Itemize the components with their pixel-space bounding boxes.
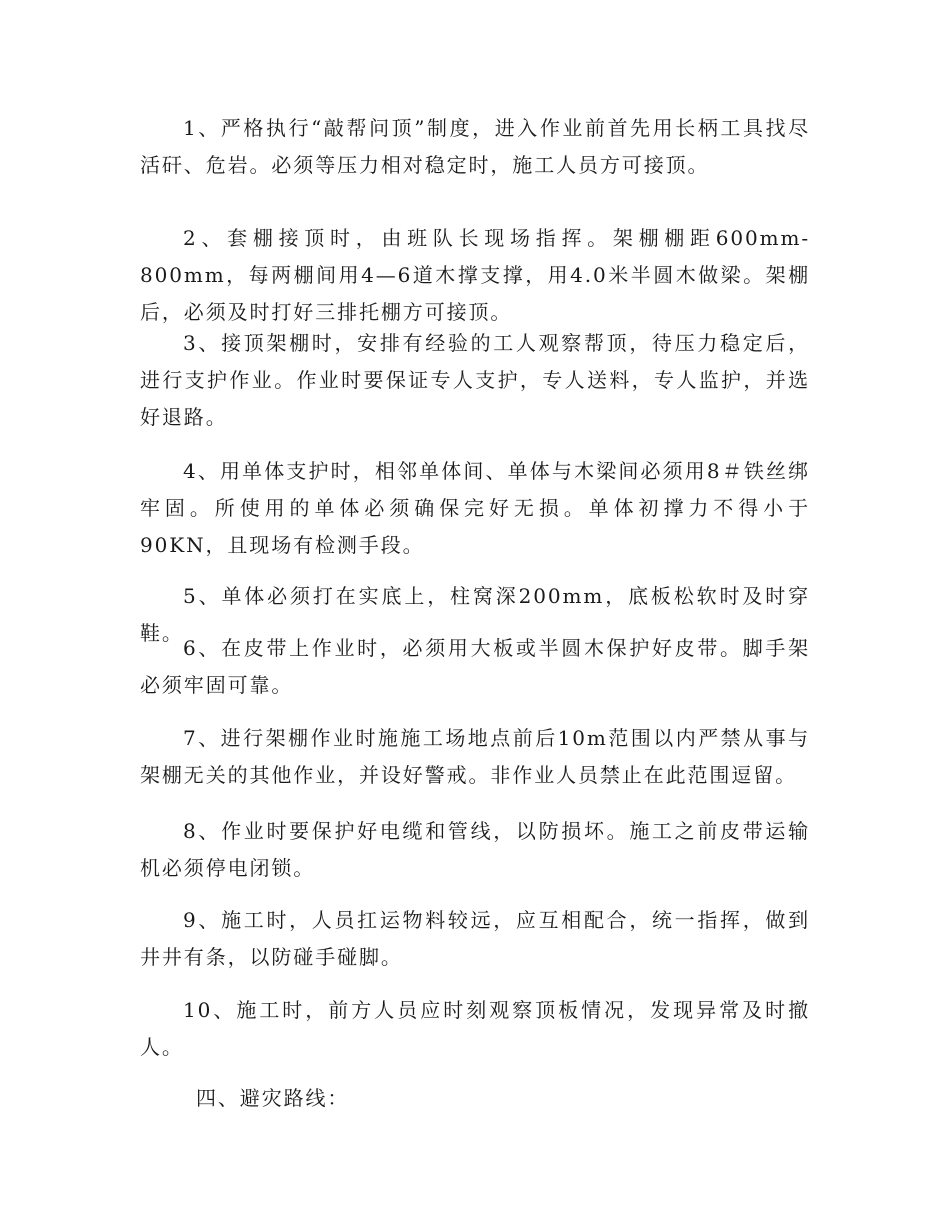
paragraph-5: 5、单体必须打在实底上，柱窝深200mm，底板松软时及时穿鞋。 xyxy=(140,584,810,645)
paragraph-7: 7、进行架棚作业时施施工场地点前后10m范围以内严禁从事与架棚无关的其他作业，并设好警戒。非作业人员禁止在此范围逗留。 xyxy=(140,726,810,787)
paragraph-9: 9、施工时，人员扛运物料较远，应互相配合，统一指挥，做到井井有条，以防碰手碰脚。 xyxy=(140,908,810,969)
paragraph-10: 10、施工时，前方人员应时刻观察顶板情况，发现异常及时撤人。 xyxy=(140,998,810,1059)
section-heading: 四、避灾路线： xyxy=(196,1086,350,1110)
paragraph-1: 1、严格执行“敲帮问顶”制度，进入作业前首先用长柄工具找尽活矸、危岩。必须等压力相对稳定时，施工人员方可接顶。 xyxy=(140,116,810,177)
paragraph-3: 3、接顶架棚时，安排有经验的工人观察帮顶，待压力稳定后，进行支护作业。作业时要保证专人支护，专人送料，专人监护，并选好退路。 xyxy=(140,331,810,429)
paragraph-6: 6、在皮带上作业时，必须用大板或半圆木保护好皮带。脚手架必须牢固可靠。 xyxy=(140,636,810,697)
paragraph-8: 8、作业时要保护好电缆和管线，以防损坏。施工之前皮带运输机必须停电闭锁。 xyxy=(140,819,810,880)
paragraph-4: 4、用单体支护时，相邻单体间、单体与木梁间必须用8＃铁丝绑牢固。所使用的单体必须确保完好无损。单体初撑力不得小于90KN，且现场有检测手段。 xyxy=(140,459,810,557)
paragraph-2: 2、套棚接顶时，由班队长现场指挥。架棚棚距600mm-800mm，每两棚间用4—6道木撑支撑，用4.0米半圆木做梁。架棚后，必须及时打好三排托棚方可接顶。 xyxy=(140,226,810,324)
